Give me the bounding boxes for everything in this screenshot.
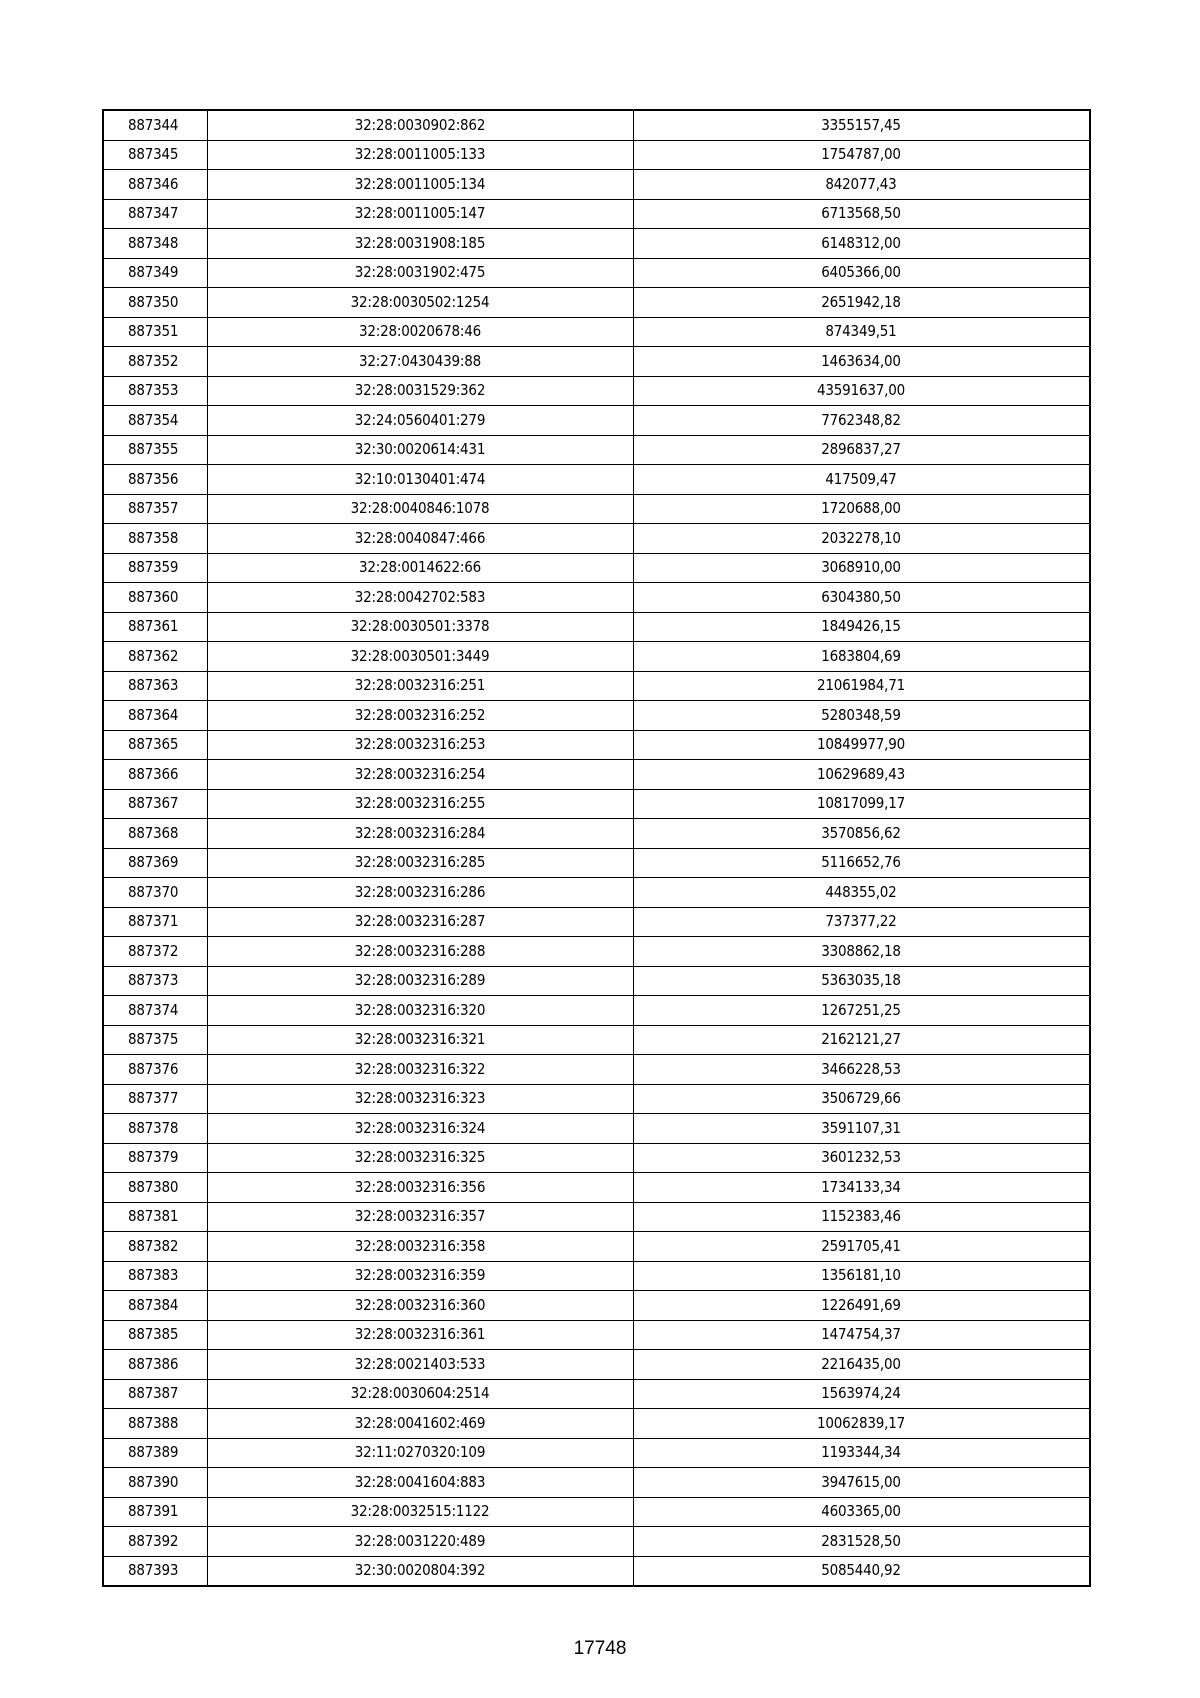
cadastral-number-cell: 32:10:0130401:474: [207, 465, 633, 495]
cadastral-number-cell: 32:28:0041602:469: [207, 1409, 633, 1439]
row-number-cell: 887392: [103, 1527, 207, 1557]
cadastral-number-cell: 32:28:0030501:3449: [207, 642, 633, 672]
row-number-cell: 887380: [103, 1173, 207, 1203]
table-row: [103, 996, 1090, 1026]
value-cell: 4603365,00: [633, 1497, 1090, 1527]
cadastral-number-cell: 32:28:0032316:287: [207, 907, 633, 937]
cadastral-number-cell: 32:28:0030501:3378: [207, 612, 633, 642]
table-row: [103, 642, 1090, 672]
table-row: [103, 819, 1090, 849]
table-row: [103, 1379, 1090, 1409]
cadastral-number-cell: 32:28:0011005:133: [207, 140, 633, 170]
row-number-cell: 887385: [103, 1320, 207, 1350]
row-number-cell: 887390: [103, 1468, 207, 1498]
table-row: [103, 317, 1090, 347]
table-row: [103, 701, 1090, 731]
row-number-cell: 887370: [103, 878, 207, 908]
row-number-cell: 887357: [103, 494, 207, 524]
row-number-cell: 887363: [103, 671, 207, 701]
row-number-cell: 887379: [103, 1143, 207, 1173]
table-row: [103, 1320, 1090, 1350]
table-row: [103, 1350, 1090, 1380]
value-cell: 737377,22: [633, 907, 1090, 937]
row-number-cell: 887358: [103, 524, 207, 554]
row-number-cell: 887372: [103, 937, 207, 967]
row-number-cell: 887382: [103, 1232, 207, 1262]
table-row: [103, 288, 1090, 318]
table-row: [103, 435, 1090, 465]
row-number-cell: 887373: [103, 966, 207, 996]
cadastral-number-cell: 32:28:0030902:862: [207, 110, 633, 140]
table-row: [103, 878, 1090, 908]
table-row: [103, 465, 1090, 495]
row-number-cell: 887348: [103, 229, 207, 259]
page-number: 17748: [573, 1638, 627, 1659]
value-cell: 43591637,00: [633, 376, 1090, 406]
cadastral-number-cell: 32:28:0032316:251: [207, 671, 633, 701]
cadastral-number-cell: 32:28:0032316:360: [207, 1291, 633, 1321]
table-row: [103, 347, 1090, 377]
cadastral-number-cell: 32:28:0032316:284: [207, 819, 633, 849]
cadastral-number-cell: 32:28:0032316:324: [207, 1114, 633, 1144]
table-row: [103, 140, 1090, 170]
value-cell: 5085440,92: [633, 1556, 1090, 1586]
cadastral-number-cell: 32:28:0030604:2514: [207, 1379, 633, 1409]
row-number-cell: 887354: [103, 406, 207, 436]
table-row: [103, 524, 1090, 554]
value-cell: 2032278,10: [633, 524, 1090, 554]
cadastral-number-cell: 32:28:0011005:147: [207, 199, 633, 229]
value-cell: 1734133,34: [633, 1173, 1090, 1203]
cadastral-number-cell: 32:28:0032316:323: [207, 1084, 633, 1114]
cadastral-number-cell: 32:28:0032316:357: [207, 1202, 633, 1232]
table-row: [103, 612, 1090, 642]
value-cell: 417509,47: [633, 465, 1090, 495]
cadastral-number-cell: 32:28:0021403:533: [207, 1350, 633, 1380]
row-number-cell: 887369: [103, 848, 207, 878]
cadastral-number-cell: 32:28:0032316:356: [207, 1173, 633, 1203]
row-number-cell: 887367: [103, 789, 207, 819]
cadastral-number-cell: 32:28:0032515:1122: [207, 1497, 633, 1527]
row-number-cell: 887352: [103, 347, 207, 377]
value-cell: 1267251,25: [633, 996, 1090, 1026]
row-number-cell: 887389: [103, 1438, 207, 1468]
value-cell: 1152383,46: [633, 1202, 1090, 1232]
table-row: [103, 583, 1090, 613]
table-row: [103, 1143, 1090, 1173]
value-cell: 2651942,18: [633, 288, 1090, 318]
value-cell: 3947615,00: [633, 1468, 1090, 1498]
value-cell: 1754787,00: [633, 140, 1090, 170]
value-cell: 5116652,76: [633, 848, 1090, 878]
row-number-cell: 887366: [103, 760, 207, 790]
table-body: [103, 110, 1090, 1586]
cadastral-number-cell: 32:11:0270320:109: [207, 1438, 633, 1468]
cadastral-number-cell: 32:28:0030502:1254: [207, 288, 633, 318]
cadastral-number-cell: 32:28:0014622:66: [207, 553, 633, 583]
value-cell: 10817099,17: [633, 789, 1090, 819]
table-row: [103, 1025, 1090, 1055]
value-cell: 3466228,53: [633, 1055, 1090, 1085]
cadastral-number-cell: 32:28:0032316:321: [207, 1025, 633, 1055]
value-cell: 6304380,50: [633, 583, 1090, 613]
value-cell: 874349,51: [633, 317, 1090, 347]
table-row: [103, 1291, 1090, 1321]
row-number-cell: 887384: [103, 1291, 207, 1321]
value-cell: 5280348,59: [633, 701, 1090, 731]
table-row: [103, 376, 1090, 406]
value-cell: 1563974,24: [633, 1379, 1090, 1409]
cadastral-number-cell: 32:28:0032316:254: [207, 760, 633, 790]
cadastral-number-cell: 32:28:0032316:253: [207, 730, 633, 760]
row-number-cell: 887383: [103, 1261, 207, 1291]
cadastral-number-cell: 32:28:0032316:358: [207, 1232, 633, 1262]
table-row: [103, 170, 1090, 200]
cadastral-number-cell: 32:28:0031902:475: [207, 258, 633, 288]
value-cell: 1474754,37: [633, 1320, 1090, 1350]
cadastral-number-cell: 32:28:0031529:362: [207, 376, 633, 406]
value-cell: 2831528,50: [633, 1527, 1090, 1557]
value-cell: 3506729,66: [633, 1084, 1090, 1114]
cadastral-number-cell: 32:27:0430439:88: [207, 347, 633, 377]
value-cell: 7762348,82: [633, 406, 1090, 436]
table-row: [103, 1556, 1090, 1586]
value-cell: 10849977,90: [633, 730, 1090, 760]
table-row: [103, 406, 1090, 436]
cadastral-number-cell: 32:28:0032316:255: [207, 789, 633, 819]
row-number-cell: 887375: [103, 1025, 207, 1055]
value-cell: 448355,02: [633, 878, 1090, 908]
row-number-cell: 887355: [103, 435, 207, 465]
cadastral-number-cell: 32:28:0032316:285: [207, 848, 633, 878]
row-number-cell: 887345: [103, 140, 207, 170]
value-cell: 21061984,71: [633, 671, 1090, 701]
value-cell: 1226491,69: [633, 1291, 1090, 1321]
table-row: [103, 730, 1090, 760]
value-cell: 3591107,31: [633, 1114, 1090, 1144]
data-table: [102, 109, 1091, 1587]
cadastral-number-cell: 32:28:0032316:289: [207, 966, 633, 996]
value-cell: 3308862,18: [633, 937, 1090, 967]
table-row: [103, 258, 1090, 288]
cadastral-number-cell: 32:28:0040847:466: [207, 524, 633, 554]
row-number-cell: 887374: [103, 996, 207, 1026]
row-number-cell: 887356: [103, 465, 207, 495]
table-row: [103, 494, 1090, 524]
table-row: [103, 1084, 1090, 1114]
table-row: [103, 848, 1090, 878]
row-number-cell: 887346: [103, 170, 207, 200]
value-cell: 3355157,45: [633, 110, 1090, 140]
value-cell: 1849426,15: [633, 612, 1090, 642]
row-number-cell: 887388: [103, 1409, 207, 1439]
cadastral-number-cell: 32:28:0011005:134: [207, 170, 633, 200]
row-number-cell: 887368: [103, 819, 207, 849]
row-number-cell: 887393: [103, 1556, 207, 1586]
row-number-cell: 887391: [103, 1497, 207, 1527]
value-cell: 2162121,27: [633, 1025, 1090, 1055]
table-row: [103, 553, 1090, 583]
value-cell: 1720688,00: [633, 494, 1090, 524]
table-row: [103, 671, 1090, 701]
row-number-cell: 887359: [103, 553, 207, 583]
cadastral-number-cell: 32:28:0020678:46: [207, 317, 633, 347]
value-cell: 1683804,69: [633, 642, 1090, 672]
row-number-cell: 887351: [103, 317, 207, 347]
table-row: [103, 966, 1090, 996]
value-cell: 1356181,10: [633, 1261, 1090, 1291]
row-number-cell: 887378: [103, 1114, 207, 1144]
value-cell: 2216435,00: [633, 1350, 1090, 1380]
row-number-cell: 887353: [103, 376, 207, 406]
cadastral-number-cell: 32:30:0020804:392: [207, 1556, 633, 1586]
row-number-cell: 887364: [103, 701, 207, 731]
row-number-cell: 887344: [103, 110, 207, 140]
table-row: [103, 110, 1090, 140]
table-row: [103, 229, 1090, 259]
cadastral-number-cell: 32:28:0032316:359: [207, 1261, 633, 1291]
value-cell: 3570856,62: [633, 819, 1090, 849]
table-row: [103, 199, 1090, 229]
table-row: [103, 789, 1090, 819]
row-number-cell: 887381: [103, 1202, 207, 1232]
value-cell: 3068910,00: [633, 553, 1090, 583]
row-number-cell: 887360: [103, 583, 207, 613]
row-number-cell: 887387: [103, 1379, 207, 1409]
table-row: [103, 1409, 1090, 1439]
cadastral-number-cell: 32:28:0032316:325: [207, 1143, 633, 1173]
table-row: [103, 1527, 1090, 1557]
cadastral-number-cell: 32:28:0032316:322: [207, 1055, 633, 1085]
row-number-cell: 887362: [103, 642, 207, 672]
row-number-cell: 887377: [103, 1084, 207, 1114]
value-cell: 3601232,53: [633, 1143, 1090, 1173]
row-number-cell: 887371: [103, 907, 207, 937]
table-row: [103, 937, 1090, 967]
value-cell: 10062839,17: [633, 1409, 1090, 1439]
value-cell: 5363035,18: [633, 966, 1090, 996]
cadastral-number-cell: 32:28:0031220:489: [207, 1527, 633, 1557]
cadastral-number-cell: 32:28:0032316:286: [207, 878, 633, 908]
table-row: [103, 1468, 1090, 1498]
row-number-cell: 887347: [103, 199, 207, 229]
cadastral-number-cell: 32:28:0032316:252: [207, 701, 633, 731]
row-number-cell: 887376: [103, 1055, 207, 1085]
value-cell: 6405366,00: [633, 258, 1090, 288]
value-cell: 6713568,50: [633, 199, 1090, 229]
row-number-cell: 887386: [103, 1350, 207, 1380]
cadastral-number-cell: 32:28:0032316:361: [207, 1320, 633, 1350]
table-row: [103, 907, 1090, 937]
cadastral-number-cell: 32:24:0560401:279: [207, 406, 633, 436]
table-row: [103, 1114, 1090, 1144]
cadastral-number-cell: 32:28:0031908:185: [207, 229, 633, 259]
table-row: [103, 1261, 1090, 1291]
value-cell: 1193344,34: [633, 1438, 1090, 1468]
cadastral-number-cell: 32:28:0040846:1078: [207, 494, 633, 524]
cadastral-number-cell: 32:28:0042702:583: [207, 583, 633, 613]
value-cell: 6148312,00: [633, 229, 1090, 259]
value-cell: 2896837,27: [633, 435, 1090, 465]
value-cell: 1463634,00: [633, 347, 1090, 377]
cadastral-number-cell: 32:28:0032316:288: [207, 937, 633, 967]
table-row: [103, 1497, 1090, 1527]
table-row: [103, 1438, 1090, 1468]
cadastral-number-cell: 32:30:0020614:431: [207, 435, 633, 465]
cadastral-number-cell: 32:28:0041604:883: [207, 1468, 633, 1498]
table-row: [103, 760, 1090, 790]
row-number-cell: 887365: [103, 730, 207, 760]
cadastral-number-cell: 32:28:0032316:320: [207, 996, 633, 1026]
row-number-cell: 887361: [103, 612, 207, 642]
table-row: [103, 1202, 1090, 1232]
row-number-cell: 887350: [103, 288, 207, 318]
table-row: [103, 1055, 1090, 1085]
value-cell: 842077,43: [633, 170, 1090, 200]
value-cell: 2591705,41: [633, 1232, 1090, 1262]
value-cell: 10629689,43: [633, 760, 1090, 790]
table-row: [103, 1232, 1090, 1262]
row-number-cell: 887349: [103, 258, 207, 288]
table-row: [103, 1173, 1090, 1203]
